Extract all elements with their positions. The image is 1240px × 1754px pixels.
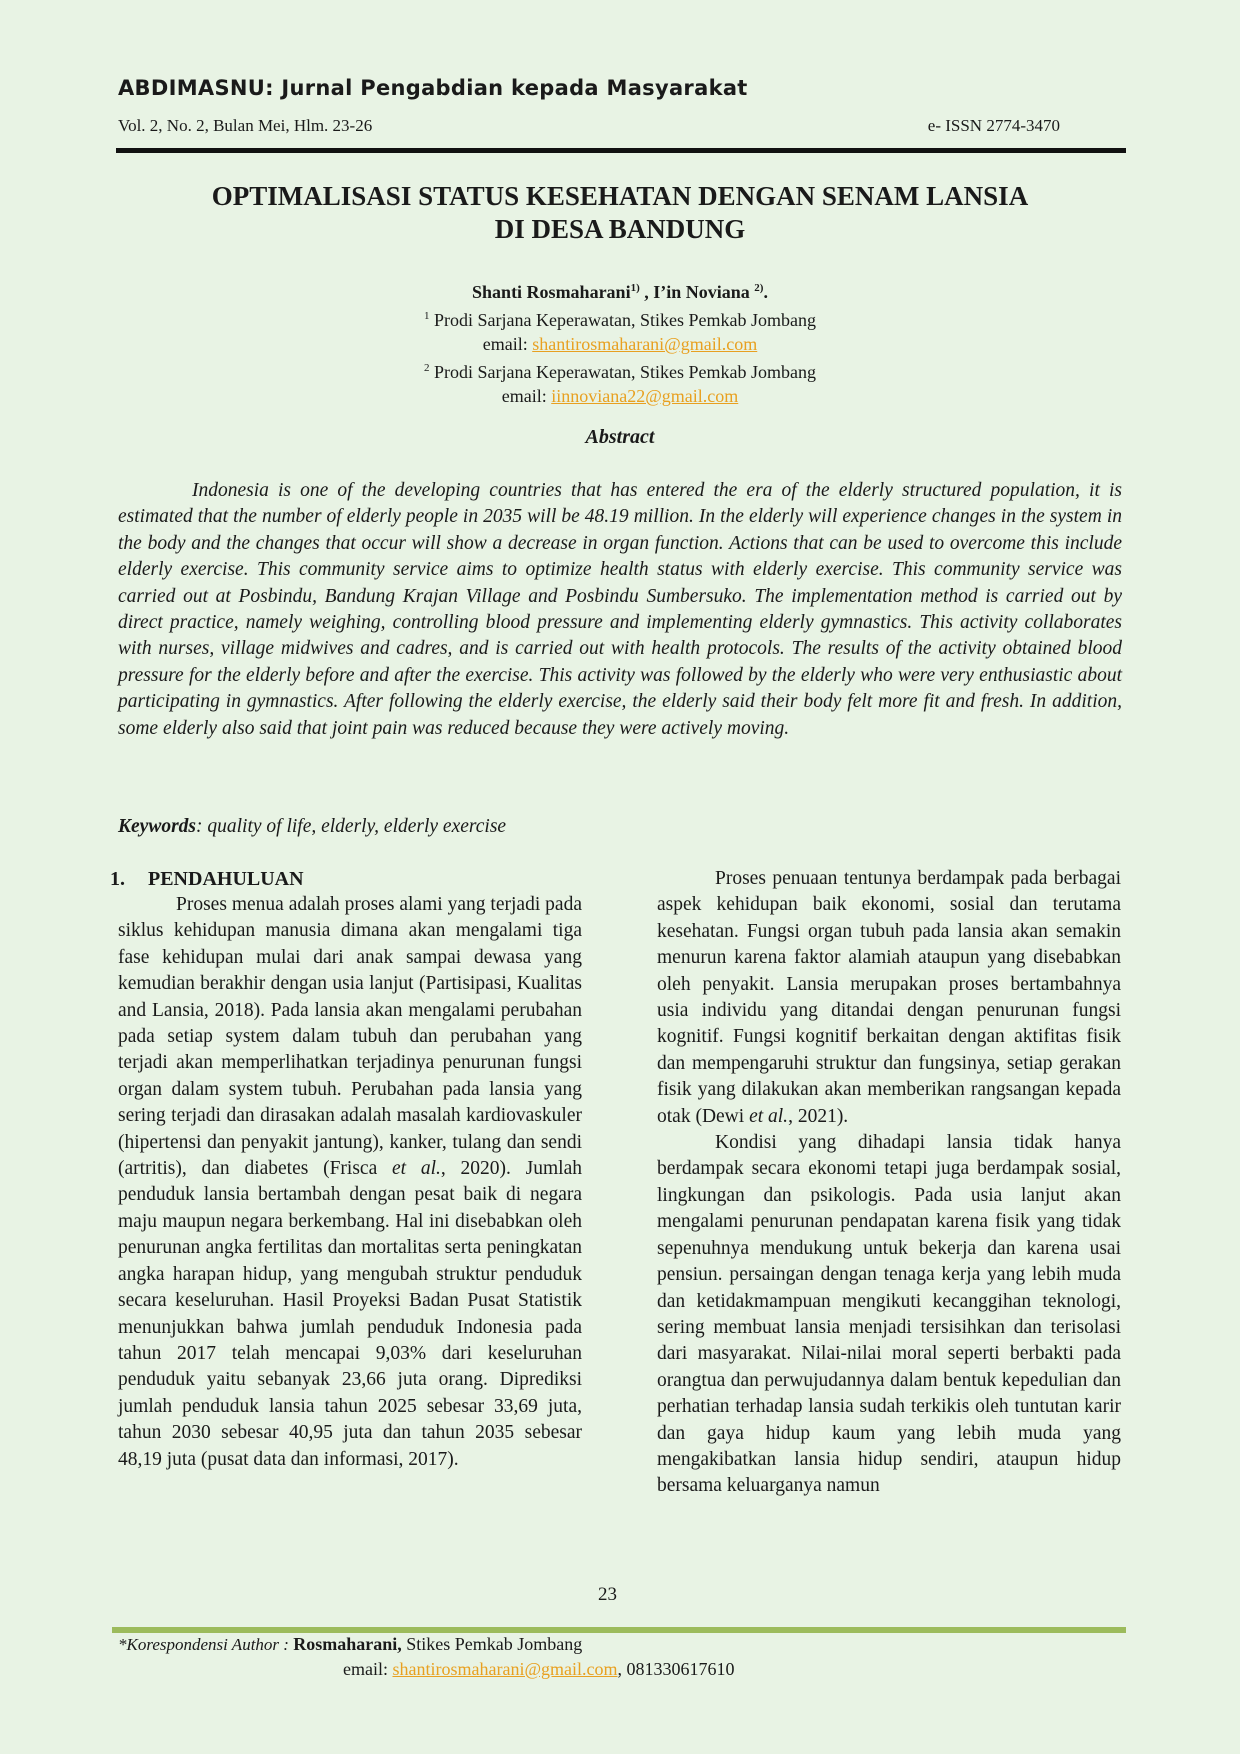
- footer-rule: [112, 1627, 1126, 1633]
- email-link-1[interactable]: shantirosmaharani@gmail.com: [532, 334, 758, 354]
- author-separator: ,: [639, 282, 654, 302]
- volume-info: Vol. 2, No. 2, Bulan Mei, Hlm. 23-26: [118, 116, 373, 135]
- abstract-body: Indonesia is one of the developing countries that has entered the era of the elderly structured population, it is estimated that the number of elderly people in 2035 will be 48.19 million. In the elderly will experience changes in the system in the body and the changes that occur will show a decrease in organ function. Actions that can be used to overcome this include elderly exercise. This community service aims to optimize health status with elderly exercise. This community service was carried out at Posbindu, Bandung Krajan Village and Posbindu Sumbersuko. The implementation method is carried out by direct practice, namely weighing, controlling blood pressure and implementing elderly gymnastics. This activity collaborates with nurses, village midwives and cadres, and is carried out with health protocols. The results of the activity obtained blood pressure for the elderly before and after the exercise. This activity was followed by the elderly who were very enthusiastic about participating in gymnastics. After following the elderly exercise, the elderly said their body felt more fit and fresh. In addition, some elderly also said that joint pain was reduced because they were actively moving.: [118, 480, 1122, 739]
- author-end: .: [763, 282, 768, 302]
- email-line-2: [118, 384, 1122, 408]
- issn: e- ISSN 2774-3470: [927, 116, 1060, 135]
- para2-part-b: , 2021).: [788, 1105, 849, 1127]
- intro-paragraph-2: [657, 866, 1121, 1130]
- right-column: [657, 866, 1121, 1500]
- footer-correspondence: [118, 1634, 582, 1655]
- affiliation-1-sup: 1: [424, 310, 430, 322]
- footer-email-link[interactable]: shantirosmaharani@gmail.com: [392, 1659, 618, 1679]
- page-number: 23: [598, 1584, 617, 1605]
- author-2-sup: 2): [754, 282, 764, 294]
- section-title: PENDAHULUAN: [148, 868, 304, 890]
- para1-part-b: , 2020). Jumlah penduduk lansia bertambah dengan pesat baik di negara maju maupun negara berkembang. Hal ini disebabkan oleh penurunan angka fertilitas dan mortalitas serta peningkatan angka harapan hidup, yang mengubah struktur penduduk secara keseluruhan. Hasil Proyeksi Badan Pusat Statistik menunjukkan bahwa jumlah penduduk Indonesia pada tahun 2017 telah mencapai 9,03% dari keseluruhan penduduk yaitu sebanyak 23,66 juta orang. Diprediksi jumlah penduduk lansia tahun 2025 sebesar 33,69 juta, tahun 2030 sebesar 40,95 juta dan tahun 2035 sebesar 48,19 juta (pusat data dan informasi, 2017).: [118, 1158, 583, 1470]
- section-heading: [110, 866, 582, 892]
- intro-paragraph-3: Kondisi yang dihadapi lansia tidak hanya berdampak secara ekonomi tetapi juga berdampak sosial, lingkungan dan psikologis. Pada usia lanjut akan mengalami penurunan pendapatan karena fisik yang tidak sepenuhnya mendukung untuk bekerja dan karena usai pensiun. persaingan dengan tenaga kerja yang lebih muda dan ketidakmampuan mengikuti kecanggihan teknologi, sering membuat lansia menjadi tersisihkan dan terisolasi dari masyarakat. Nilai-nilai moral seperti berbakti pada orangtua dan perwujudannya dalam bentuk kepedulian dan perhatian terhadap lansia sudah terkikis oleh tuntutan karir dan gaya hidup kaum yang lebih muda yang mengakibatkan lansia hidup sendiri, ataupun hidup bersama keluarganya namun: [657, 1132, 1121, 1497]
- section-number: 1.: [110, 868, 125, 890]
- title-line-2: DI DESA BANDUNG: [494, 214, 746, 244]
- footer-contact: [343, 1659, 735, 1680]
- affiliation-2: [118, 356, 1122, 384]
- intro-paragraph-1: [118, 892, 582, 1473]
- footer-email-label: email:: [343, 1659, 393, 1679]
- abstract-heading: Abstract: [585, 426, 655, 448]
- affiliation-2-sup: 2: [424, 362, 430, 374]
- author-1: Shanti Rosmaharani: [472, 282, 631, 302]
- author-names: [118, 276, 1122, 304]
- footer-phone: , 081330617610: [617, 1659, 735, 1679]
- left-column: [110, 866, 583, 1473]
- keywords: [118, 816, 1122, 838]
- para1-part-a: Proses menua adalah proses alami yang terjadi pada siklus kehidupan manusia dimana akan mengalami tiga fase kehidupan mulai dari anak sampai dewasa yang kemudian berakhir dengan usia lanjut (Partisipasi, Kualitas and Lansia, 2018). Pada lansia akan mengalami perubahan pada setiap system dalam tubuh dan perubahan yang terjadi akan memperlihatkan terjadinya penurunan fungsi organ dalam system tubuh. Perubahan pada lansia yang sering terjadi dan dirasakan adalah masalah kardiovaskuler (hipertensi dan penyakit jantung), kanker, tulang dan sendi (artritis), dan diabetes (Frisca: [118, 894, 582, 1180]
- paper-title: [118, 180, 1122, 246]
- volume-line: [118, 116, 1060, 136]
- author-2: I’in Noviana: [653, 282, 755, 302]
- email-link-2[interactable]: iinnoviana22@gmail.com: [551, 386, 739, 406]
- keywords-text: : quality of life, elderly, elderly exercise: [196, 816, 507, 837]
- email-line-1: [118, 332, 1122, 356]
- footer-author: Rosmaharani,: [293, 1634, 402, 1654]
- para2-etal: et al.: [749, 1105, 789, 1127]
- header-rule: [116, 148, 1126, 153]
- footer-label: *Korespondensi Author :: [118, 1635, 294, 1654]
- affiliation-1-text: Prodi Sarjana Keperawatan, Stikes Pemkab Jombang: [429, 310, 816, 330]
- journal-name: ABDIMASNU: Jurnal Pengabdian kepada Masyarakat: [118, 76, 748, 100]
- para1-etal: et al.: [392, 1158, 441, 1180]
- authors-block: [118, 276, 1122, 408]
- affiliation-2-text: Prodi Sarjana Keperawatan, Stikes Pemkab Jombang: [429, 362, 816, 382]
- title-line-1: OPTIMALISASI STATUS KESEHATAN DENGAN SENAM LANSIA: [211, 181, 1029, 211]
- email-label-1: email:: [482, 334, 533, 354]
- author-1-sup: 1): [630, 282, 640, 294]
- keywords-label: Keywords: [118, 816, 196, 837]
- affiliation-1: [118, 304, 1122, 332]
- email-label-2: email:: [501, 386, 552, 406]
- footer-institution: Stikes Pemkab Jombang: [401, 1634, 583, 1654]
- para2-part-a: Proses penuaan tentunya berdampak pada berbagai aspek kehidupan baik ekonomi, sosial dan terutama kesehatan. Fungsi organ tubuh pada lansia akan semakin menurun karena faktor alamiah ataupun yang disebabkan oleh penyakit. Lansia merupakan proses bertambahnya usia individu yang ditandai dengan penurunan fungsi kognitif. Fungsi kognitif berkaitan dengan aktifitas fisik dan mempengaruhi struktur dan fungsinya, setiap gerakan fisik yang dilakukan akan memberikan rangsangan kepada otak (Dewi: [657, 868, 1121, 1127]
